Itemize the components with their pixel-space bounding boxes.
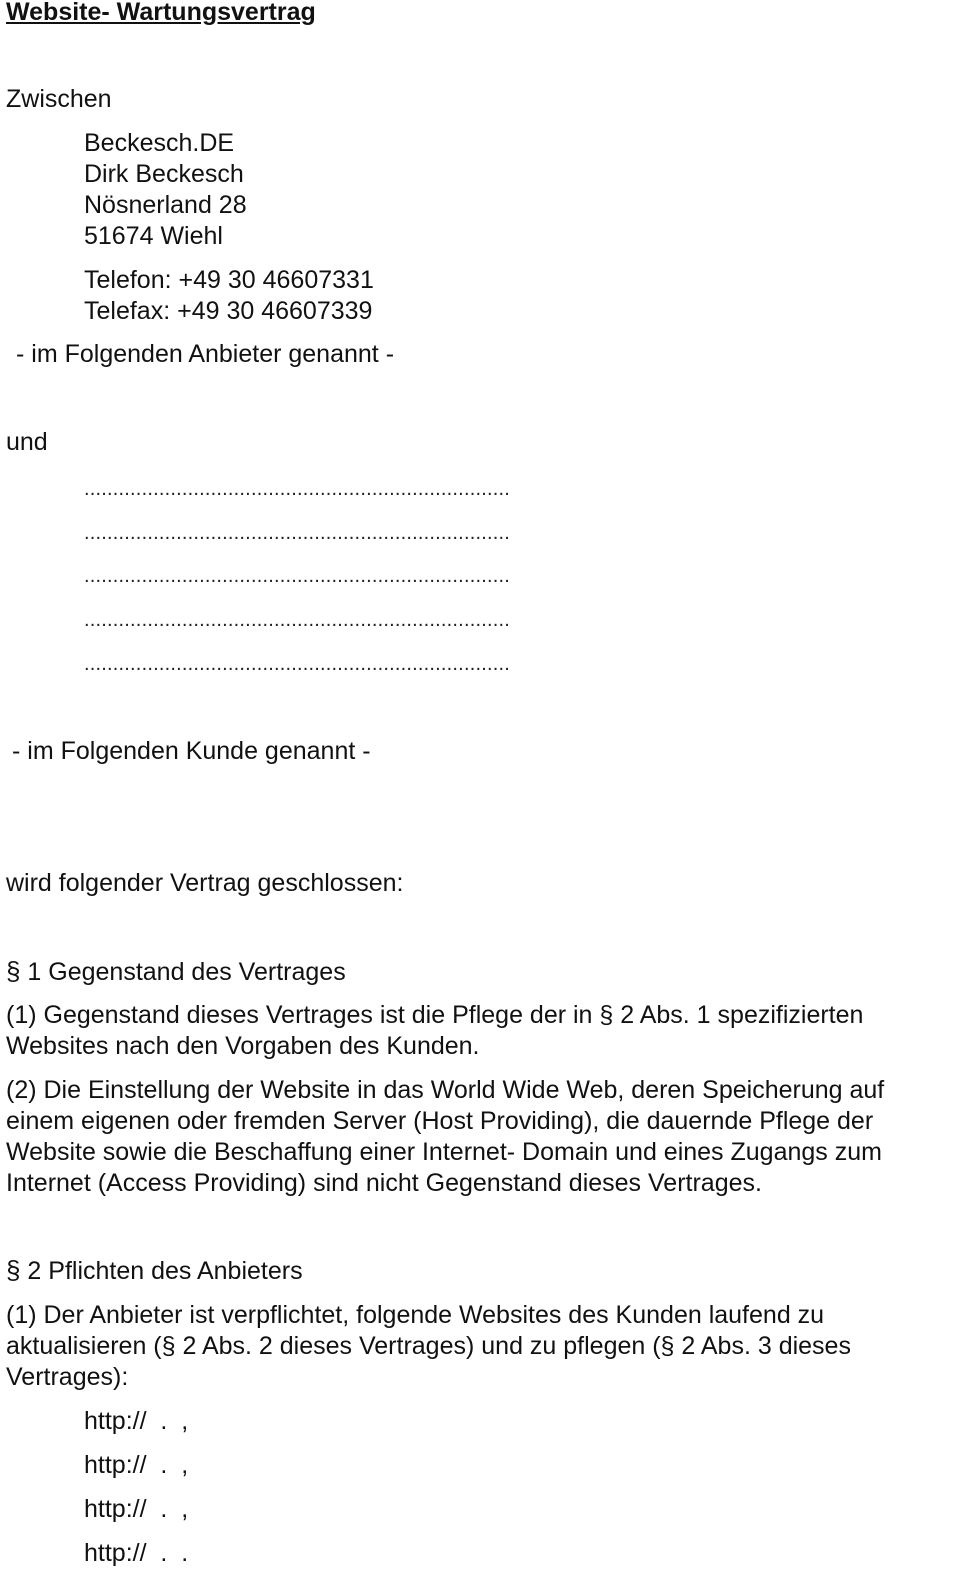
section-1-paragraph-2-line: einem eigenen oder fremden Server (Host Providing), die dauernde Pflege der (6, 1107, 874, 1135)
section-1-paragraph-2-line: Website sowie die Beschaffung einer Internet- Domain und eines Zugangs zum (6, 1138, 882, 1166)
provider-street: Nösnerland 28 (84, 191, 247, 219)
section-1-heading (6, 956, 346, 988)
section-2-heading-text: 2 Pflichten des Anbieters (20, 1257, 303, 1285)
website-url: http:// . , (84, 1407, 189, 1435)
customer-blank-line: .......................................................................... (84, 565, 510, 587)
and-label: und (6, 428, 48, 456)
provider-phone: Telefon: +49 30 46607331 (84, 266, 374, 294)
section-symbol: § (6, 1255, 21, 1285)
section-1-heading-text: 1 Gegenstand des Vertrages (20, 958, 346, 986)
customer-blank-line: .......................................................................... (84, 522, 510, 544)
section-1-paragraph-1-line: Websites nach den Vorgaben des Kunden. (6, 1032, 480, 1060)
section-1-paragraph-2-line: (2) Die Einstellung der Website in das World Wide Web, deren Speicherung auf (6, 1076, 885, 1104)
section-2-paragraph-1-line: (1) Der Anbieter ist verpflichtet, folgende Websites des Kunden laufend zu (6, 1301, 825, 1329)
provider-role: - im Folgenden Anbieter genannt - (16, 340, 395, 368)
customer-blank-line: .......................................................................... (84, 478, 510, 500)
section-1-paragraph-1-line: (1) Gegenstand dieses Vertrages ist die Pflege der in § 2 Abs. 1 spezifizierten (6, 1001, 864, 1029)
between-label: Zwischen (6, 85, 112, 113)
provider-person: Dirk Beckesch (84, 160, 244, 188)
section-1-paragraph-2-line: Internet (Access Providing) sind nicht Gegenstand dieses Vertrages. (6, 1169, 762, 1197)
provider-city: 51674 Wiehl (84, 222, 223, 250)
customer-blank-line: .......................................................................... (84, 609, 510, 631)
customer-role: - im Folgenden Kunde genannt - (12, 737, 371, 765)
section-2-paragraph-1-line: aktualisieren (§ 2 Abs. 2 dieses Vertrages) und zu pflegen (§ 2 Abs. 3 dieses (6, 1332, 851, 1360)
website-url: http:// . . (84, 1539, 189, 1567)
section-2-paragraph-1-line: Vertrages): (6, 1363, 129, 1391)
contract-intro: wird folgender Vertrag geschlossen: (6, 869, 404, 897)
section-symbol: § (6, 956, 21, 986)
website-url: http:// . , (84, 1495, 189, 1523)
document-title: Website- Wartungsvertrag (6, 0, 316, 26)
section-2-heading (6, 1255, 303, 1287)
website-url: http:// . , (84, 1451, 189, 1479)
provider-name: Beckesch.DE (84, 129, 235, 157)
provider-fax: Telefax: +49 30 46607339 (84, 297, 373, 325)
customer-blank-line: .......................................................................... (84, 653, 510, 675)
